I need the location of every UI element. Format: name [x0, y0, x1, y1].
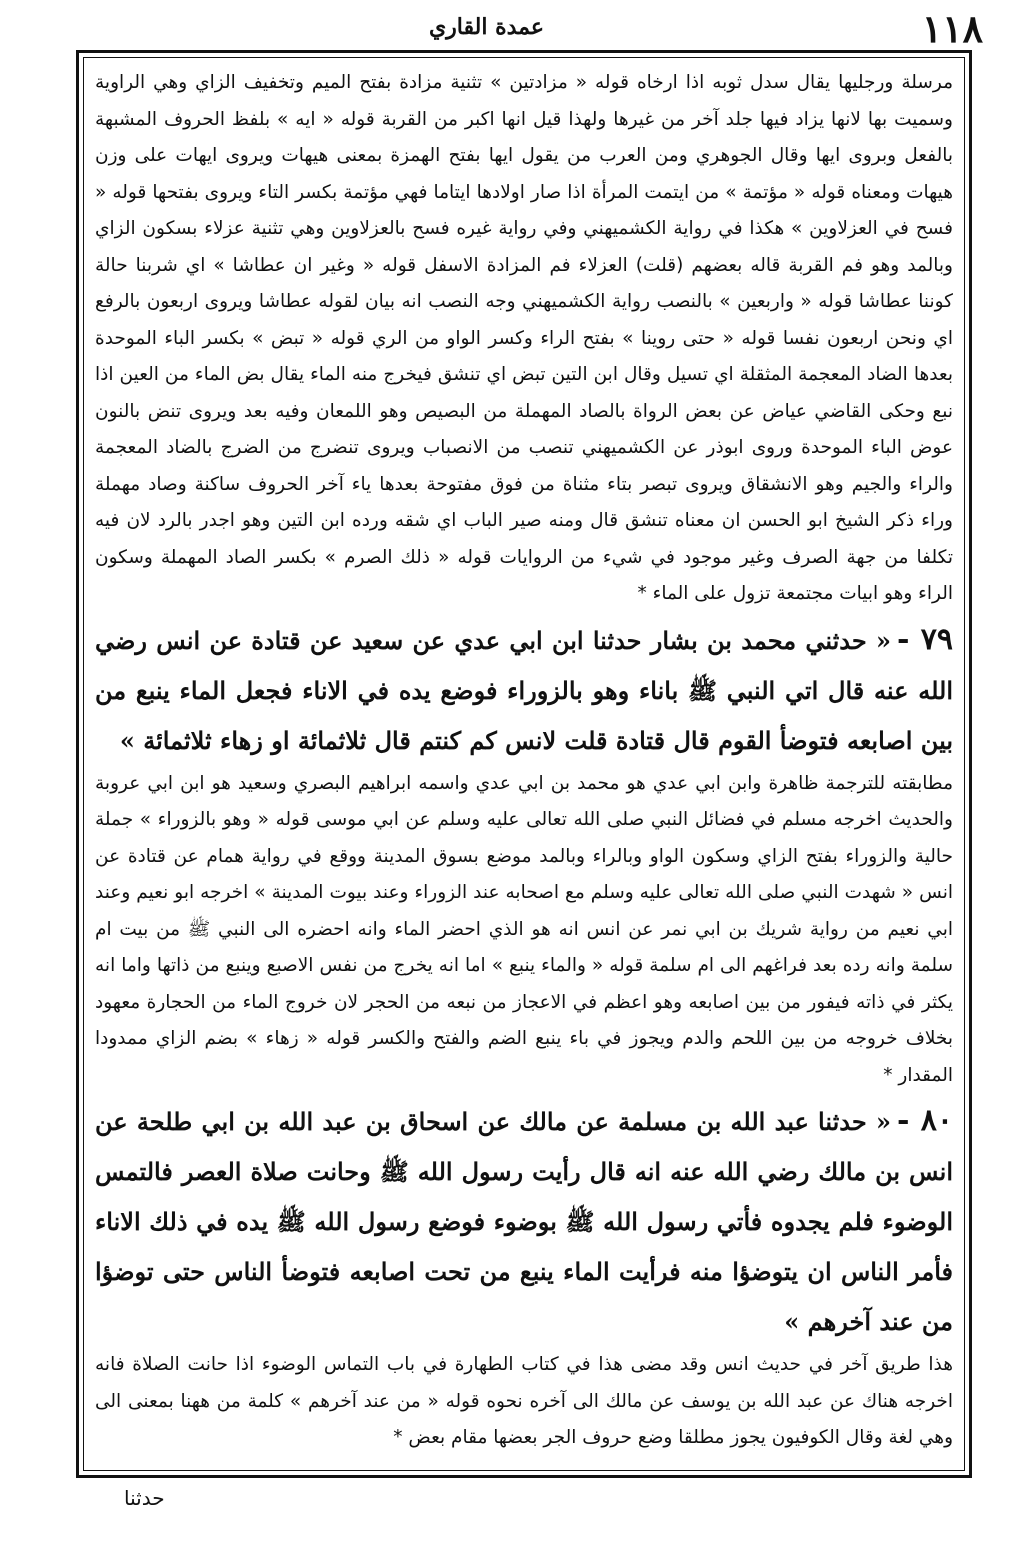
text-frame [76, 50, 972, 1478]
hadith-79-number: ٧٩ - [896, 621, 953, 657]
commentary-paragraph-2: مطابقته للترجمة ظاهرة وابن ابي عدي هو محمد بن ابي عدي واسمه ابراهيم البصري وسعيد هو ابن ابي عروبة والحديث اخرجه مسلم في فضائل النبي صلى الله تعالى عليه وسلم عن ابي موسى قوله « وهو بالزوراء » جملة حالية والزوراء بفتح الزاي وسكون الواو وبالراء وبالمد موضع بسوق المدينة ووقع في رواية همام عن قتادة عن انس « شهدت النبي صلى الله تعالى عليه وسلم مع اصحابه عند الزوراء وعند بيوت المدينة » اخرجه ابو نعيم وعند ابي نعيم من رواية شريك بن ابي نمر عن انس انه هو الذي احضر الماء وانه احضره الى النبي ﷺ من بيت ام سلمة وانه رده بعد فراغهم الى ام سلمة قوله « والماء ينبع » اما انه يخرج من نفس الاصبع وينبع من ذاتها واما انه يكثر في ذاته فيفور من بين اصابعه وهو اعظم في الاعجاز من نبعه من الحجر لان خروج الماء من الحجارة معهود بخلاف خروجه من بين اللحم والدم ويجوز في باء ينبع الضم والفتح والكسر قوله « زهاء » بضم الزاي ممدودا المقدار * [95, 772, 953, 1086]
hadith-80-number: ٨٠ - [896, 1103, 954, 1138]
hadith-79 [95, 615, 953, 766]
page-number: ١١٨ [921, 6, 983, 51]
hadith-80 [95, 1096, 953, 1347]
running-title: عمدة القاري [428, 14, 545, 40]
page-content [95, 65, 953, 1463]
commentary-paragraph-1: مرسلة ورجليها يقال سدل ثوبه اذا ارخاه قوله « مزادتين » تثنية مزادة بفتح الميم وتخفيف الزاي وهي الراوية وسميت بها لانها يزاد فيها جلد آخر من غيرها ولهذا قيل انها اكبر من القربة قوله « ايه » بلفظ الحروف المشبهة بالفعل وبروى ايها وقال الجوهري ومن العرب من يقول ايها بفتح الهمزة بمعنى هيهات ويروى ايهات على وزن هيهات ومعناه قوله « مؤتمة » من ايتمت المرأة اذا صار اولادها ايتاما فهي مؤتمة بكسر التاء ويروى بفتحها قوله « فسح في العزلاوين » هكذا في رواية الكشميهني وفي رواية غيره فسح بالعزلاوين وهي تثنية عزلاء بسكون الزاي وبالمد وهو فم القربة قاله بعضهم (قلت) العزلاء فم المزادة الاسفل قوله « وغير ان عطاشا » اي شربنا حالة كوننا عطاشا قوله « واربعين » بالنصب رواية الكشميهني وجه النصب انه بيان لقوله عطاشا ويروى اربعون بالرفع اي ونحن اربعون نفسا قوله « حتى روينا » بفتح الراء وكسر الواو من الري قوله « تبض » بكسر الباء الموحدة بعدها الضاد المعجمة المثقلة اي تسيل وقال ابن التين تبض اي تنشق فيخرج منه الماء يقال بض الماء من العين اذا نبع وحكى القاضي عياض عن بعض الرواة بالصاد المهملة من البصيص وهو اللمعان وفيه بعد ويروى تنض بالنون عوض الباء الموحدة وروى ابوذر عن الكشميهني تنصب من الانصباب ويروى تنضرج من الضرج بالضاد المعجمة والراء والجيم وهو الانشقاق ويروى تبصر بتاء مثناة من فوق مفتوحة بعدها ياء آخر الحروف ساكنة وصاد مهملة وراء ذكر الشيخ ابو الحسن ان معناه تنشق قال ومنه صير الباب اي شقه ورده ابن التين وهو اجدر بالرد لان فيه تكلفا من جهة الصرف وغير موجود في شيء من الروايات قوله « ذلك الصرم » بكسر الصاد المهملة وسكون الراء وهو ابيات مجتمعة تزول على الماء * [95, 72, 953, 604]
page-header [60, 6, 983, 51]
catchword: حدثنا [124, 1486, 165, 1510]
hadith-79-text: « حدثني محمد بن بشار حدثنا ابن ابي عدي عن سعيد عن قتادة عن انس رضي الله عنه قال اتي النبي ﷺ باناء وهو بالزوراء فوضع يده في الاناء فجعل الماء ينبع من بين اصابعه فتوضأ القوم قال قتادة قلت لانس كم كنتم قال ثلاثمائة او زهاء ثلاثمائة » [95, 625, 953, 755]
hadith-80-text: « حدثنا عبد الله بن مسلمة عن مالك عن اسحاق بن عبد الله بن ابي طلحة عن انس بن مالك رضي الله عنه انه قال رأيت رسول الله ﷺ وحانت صلاة العصر فالتمس الوضوء فلم يجدوه فأتي رسول الله ﷺ بوضوء فوضع رسول الله ﷺ يده في ذلك الاناء فأمر الناس ان يتوضؤا منه فرأيت الماء ينبع من تحت اصابعه فتوضأ الناس حتى توضؤا من عند آخرهم » [95, 1107, 953, 1336]
commentary-paragraph-3: هذا طريق آخر في حديث انس وقد مضى هذا في كتاب الطهارة في باب التماس الوضوء اذا حانت الصلاة فانه اخرجه هناك عن عبد الله بن يوسف عن مالك الى آخره نحوه قوله « من عند آخرهم » كلمة من ههنا بمعنى الى وهي لغة وقال الكوفيون يجوز مطلقا وضع حروف الجر بعضها مقام بعض * [95, 1354, 953, 1448]
